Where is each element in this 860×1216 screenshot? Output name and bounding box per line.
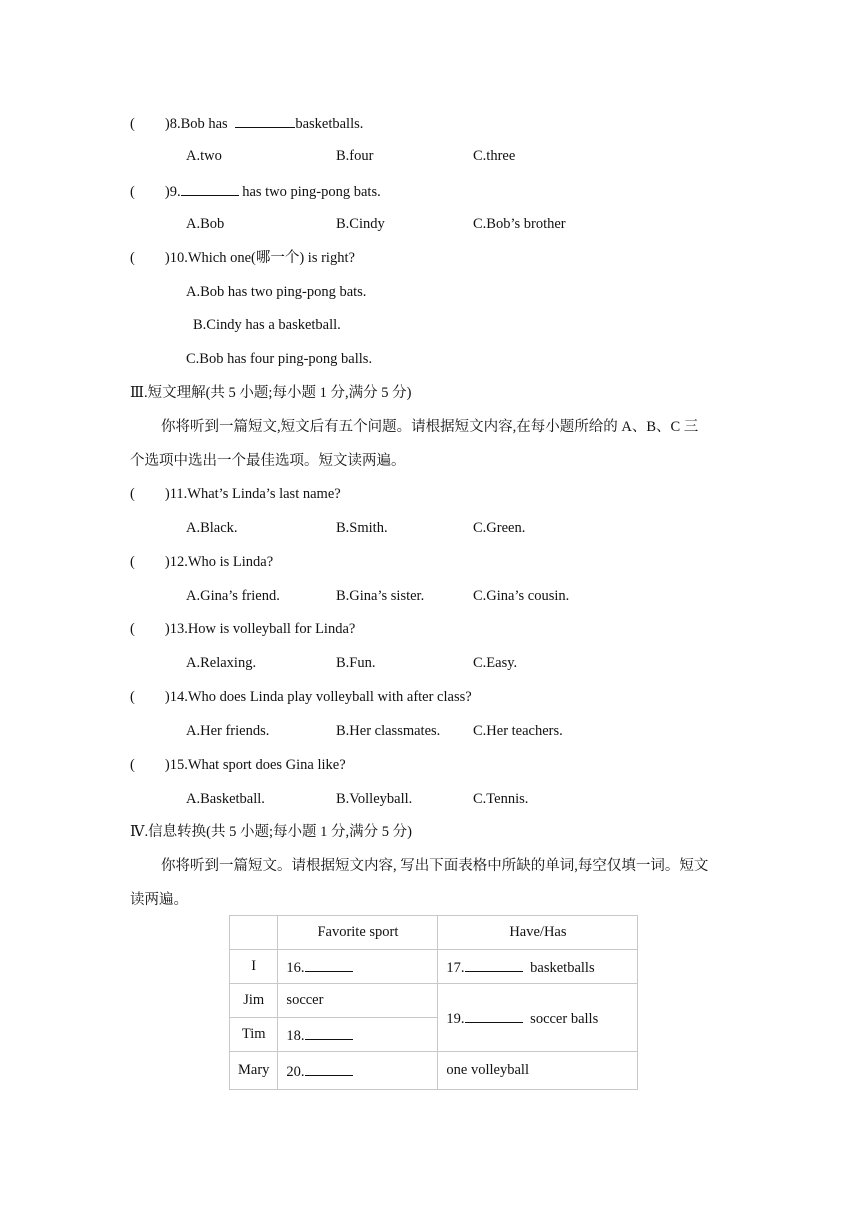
answer-paren-close: ) [164, 184, 170, 200]
q13-option-c: C.Easy. [473, 655, 518, 671]
table-row-i [230, 950, 638, 984]
answer-paren-close: ) [164, 486, 170, 502]
fill-blank-16[interactable] [305, 957, 353, 972]
fill-blank-17[interactable] [465, 957, 523, 972]
table-header-row [230, 916, 638, 950]
q11-option-c: C.Green. [473, 520, 526, 536]
answer-paren-open: ( [130, 486, 135, 502]
question-stem: 11.What’s Linda’s last name? [169, 486, 341, 502]
item-number: 16. [286, 959, 305, 976]
q11-line [130, 485, 341, 503]
q15-option-c: C.Tennis. [473, 791, 529, 807]
q12-option-c: C.Gina’s cousin. [473, 588, 570, 604]
answer-paren-open: ( [130, 757, 135, 773]
name-cell: Mary [230, 1052, 278, 1090]
q14-option-b: B.Her classmates. [336, 723, 441, 739]
q10-option-a: A.Bob has two ping-pong bats. [186, 284, 367, 300]
have-cell [438, 950, 638, 984]
answer-paren-close: ) [164, 116, 170, 132]
question-stem: 13.How is volleyball for Linda? [169, 621, 356, 637]
question-stem: 14.Who does Linda play volleyball with after class? [169, 689, 472, 705]
q13-option-b: B.Fun. [336, 655, 376, 671]
q12-option-a: A.Gina’s friend. [186, 588, 280, 604]
q11-option-b: B.Smith. [336, 520, 388, 536]
q12-option-b: B.Gina’s sister. [336, 588, 425, 604]
item-number: 18. [286, 1027, 305, 1044]
item-number: 20. [286, 1063, 305, 1080]
q14-option-c: C.Her teachers. [473, 723, 563, 739]
q9-option-c: C.Bob’s brother [473, 216, 566, 232]
table-row-jim [230, 984, 638, 1018]
fill-blank-19[interactable] [465, 1008, 523, 1023]
q8-line [130, 113, 363, 133]
answer-paren-open: ( [130, 116, 135, 132]
q8-option-b: B.four [336, 148, 374, 164]
question-stem-end: basketballs. [295, 116, 364, 132]
question-stem: 15.What sport does Gina like? [169, 757, 346, 773]
q10-option-b: B.Cindy has a basketball. [193, 317, 341, 333]
q15-option-b: B.Volleyball. [336, 791, 413, 807]
fill-blank-18[interactable] [305, 1025, 353, 1040]
section3-instruction-line1: 你将听到一篇短文,短文后有五个问题。请根据短文内容,在每小题所给的 A、B、C 三 [161, 419, 699, 435]
q8-option-a: A.two [186, 148, 222, 164]
question-stem: 12.Who is Linda? [169, 554, 274, 570]
header-have-has: Have/Has [438, 916, 638, 950]
answer-paren-open: ( [130, 621, 135, 637]
q15-line [130, 756, 346, 774]
question-stem: 10.Which one(哪一个) is right? [169, 250, 355, 266]
q8-option-c: C.three [473, 148, 516, 164]
answer-paren-open: ( [130, 250, 135, 266]
fill-blank-20[interactable] [305, 1061, 353, 1076]
question-stem-end: has two ping-pong bats. [238, 184, 381, 200]
section4-instruction-line1: 你将听到一篇短文。请根据短文内容, 写出下面表格中所缺的单词,每空仅填一词。短文 [161, 858, 709, 874]
item-number: 17. [446, 959, 465, 976]
q10-line [130, 249, 355, 267]
section3-title: Ⅲ.短文理解(共 5 小题;每小题 1 分,满分 5 分) [130, 385, 412, 401]
q14-option-a: A.Her friends. [186, 723, 270, 739]
q14-line [130, 688, 472, 706]
section3-instruction-line2: 个选项中选出一个最佳选项。短文读两遍。 [130, 453, 406, 469]
answer-paren-open: ( [130, 554, 135, 570]
answer-paren-close: ) [164, 554, 170, 570]
have-cell-merged [438, 984, 638, 1052]
q9-option-a: A.Bob [186, 216, 225, 232]
header-empty-cell [230, 916, 278, 950]
fill-blank[interactable] [235, 113, 295, 128]
answer-paren-close: ) [164, 250, 170, 266]
section4-title: Ⅳ.信息转换(共 5 小题;每小题 1 分,满分 5 分) [130, 824, 412, 840]
q13-option-a: A.Relaxing. [186, 655, 257, 671]
have-word: soccer balls [526, 1010, 599, 1027]
have-word: basketballs [526, 959, 595, 976]
info-table [229, 915, 638, 1090]
answer-paren-close: ) [164, 757, 170, 773]
answer-paren-close: ) [164, 621, 170, 637]
answer-paren-close: ) [164, 689, 170, 705]
q15-option-a: A.Basketball. [186, 791, 265, 807]
name-cell: I [230, 950, 278, 984]
q12-line [130, 553, 273, 571]
sport-cell: soccer [278, 984, 438, 1018]
fill-blank[interactable] [181, 181, 239, 196]
section4-instruction-line2: 读两遍。 [130, 892, 188, 908]
sport-cell [278, 1018, 438, 1052]
item-number: 19. [446, 1010, 465, 1027]
sport-cell [278, 1052, 438, 1090]
name-cell: Jim [230, 984, 278, 1018]
header-favorite-sport: Favorite sport [278, 916, 438, 950]
have-cell: one volleyball [438, 1052, 638, 1090]
answer-paren-open: ( [130, 184, 135, 200]
q9-line [130, 181, 381, 201]
answer-paren-open: ( [130, 689, 135, 705]
question-stem: 8.Bob has [169, 116, 232, 132]
sport-cell [278, 950, 438, 984]
table-row-mary [230, 1052, 638, 1090]
name-cell: Tim [230, 1018, 278, 1052]
q9-option-b: B.Cindy [336, 216, 385, 232]
q11-option-a: A.Black. [186, 520, 238, 536]
q13-line [130, 620, 355, 638]
q10-option-c: C.Bob has four ping-pong balls. [186, 351, 373, 367]
question-stem: 9. [169, 184, 181, 200]
